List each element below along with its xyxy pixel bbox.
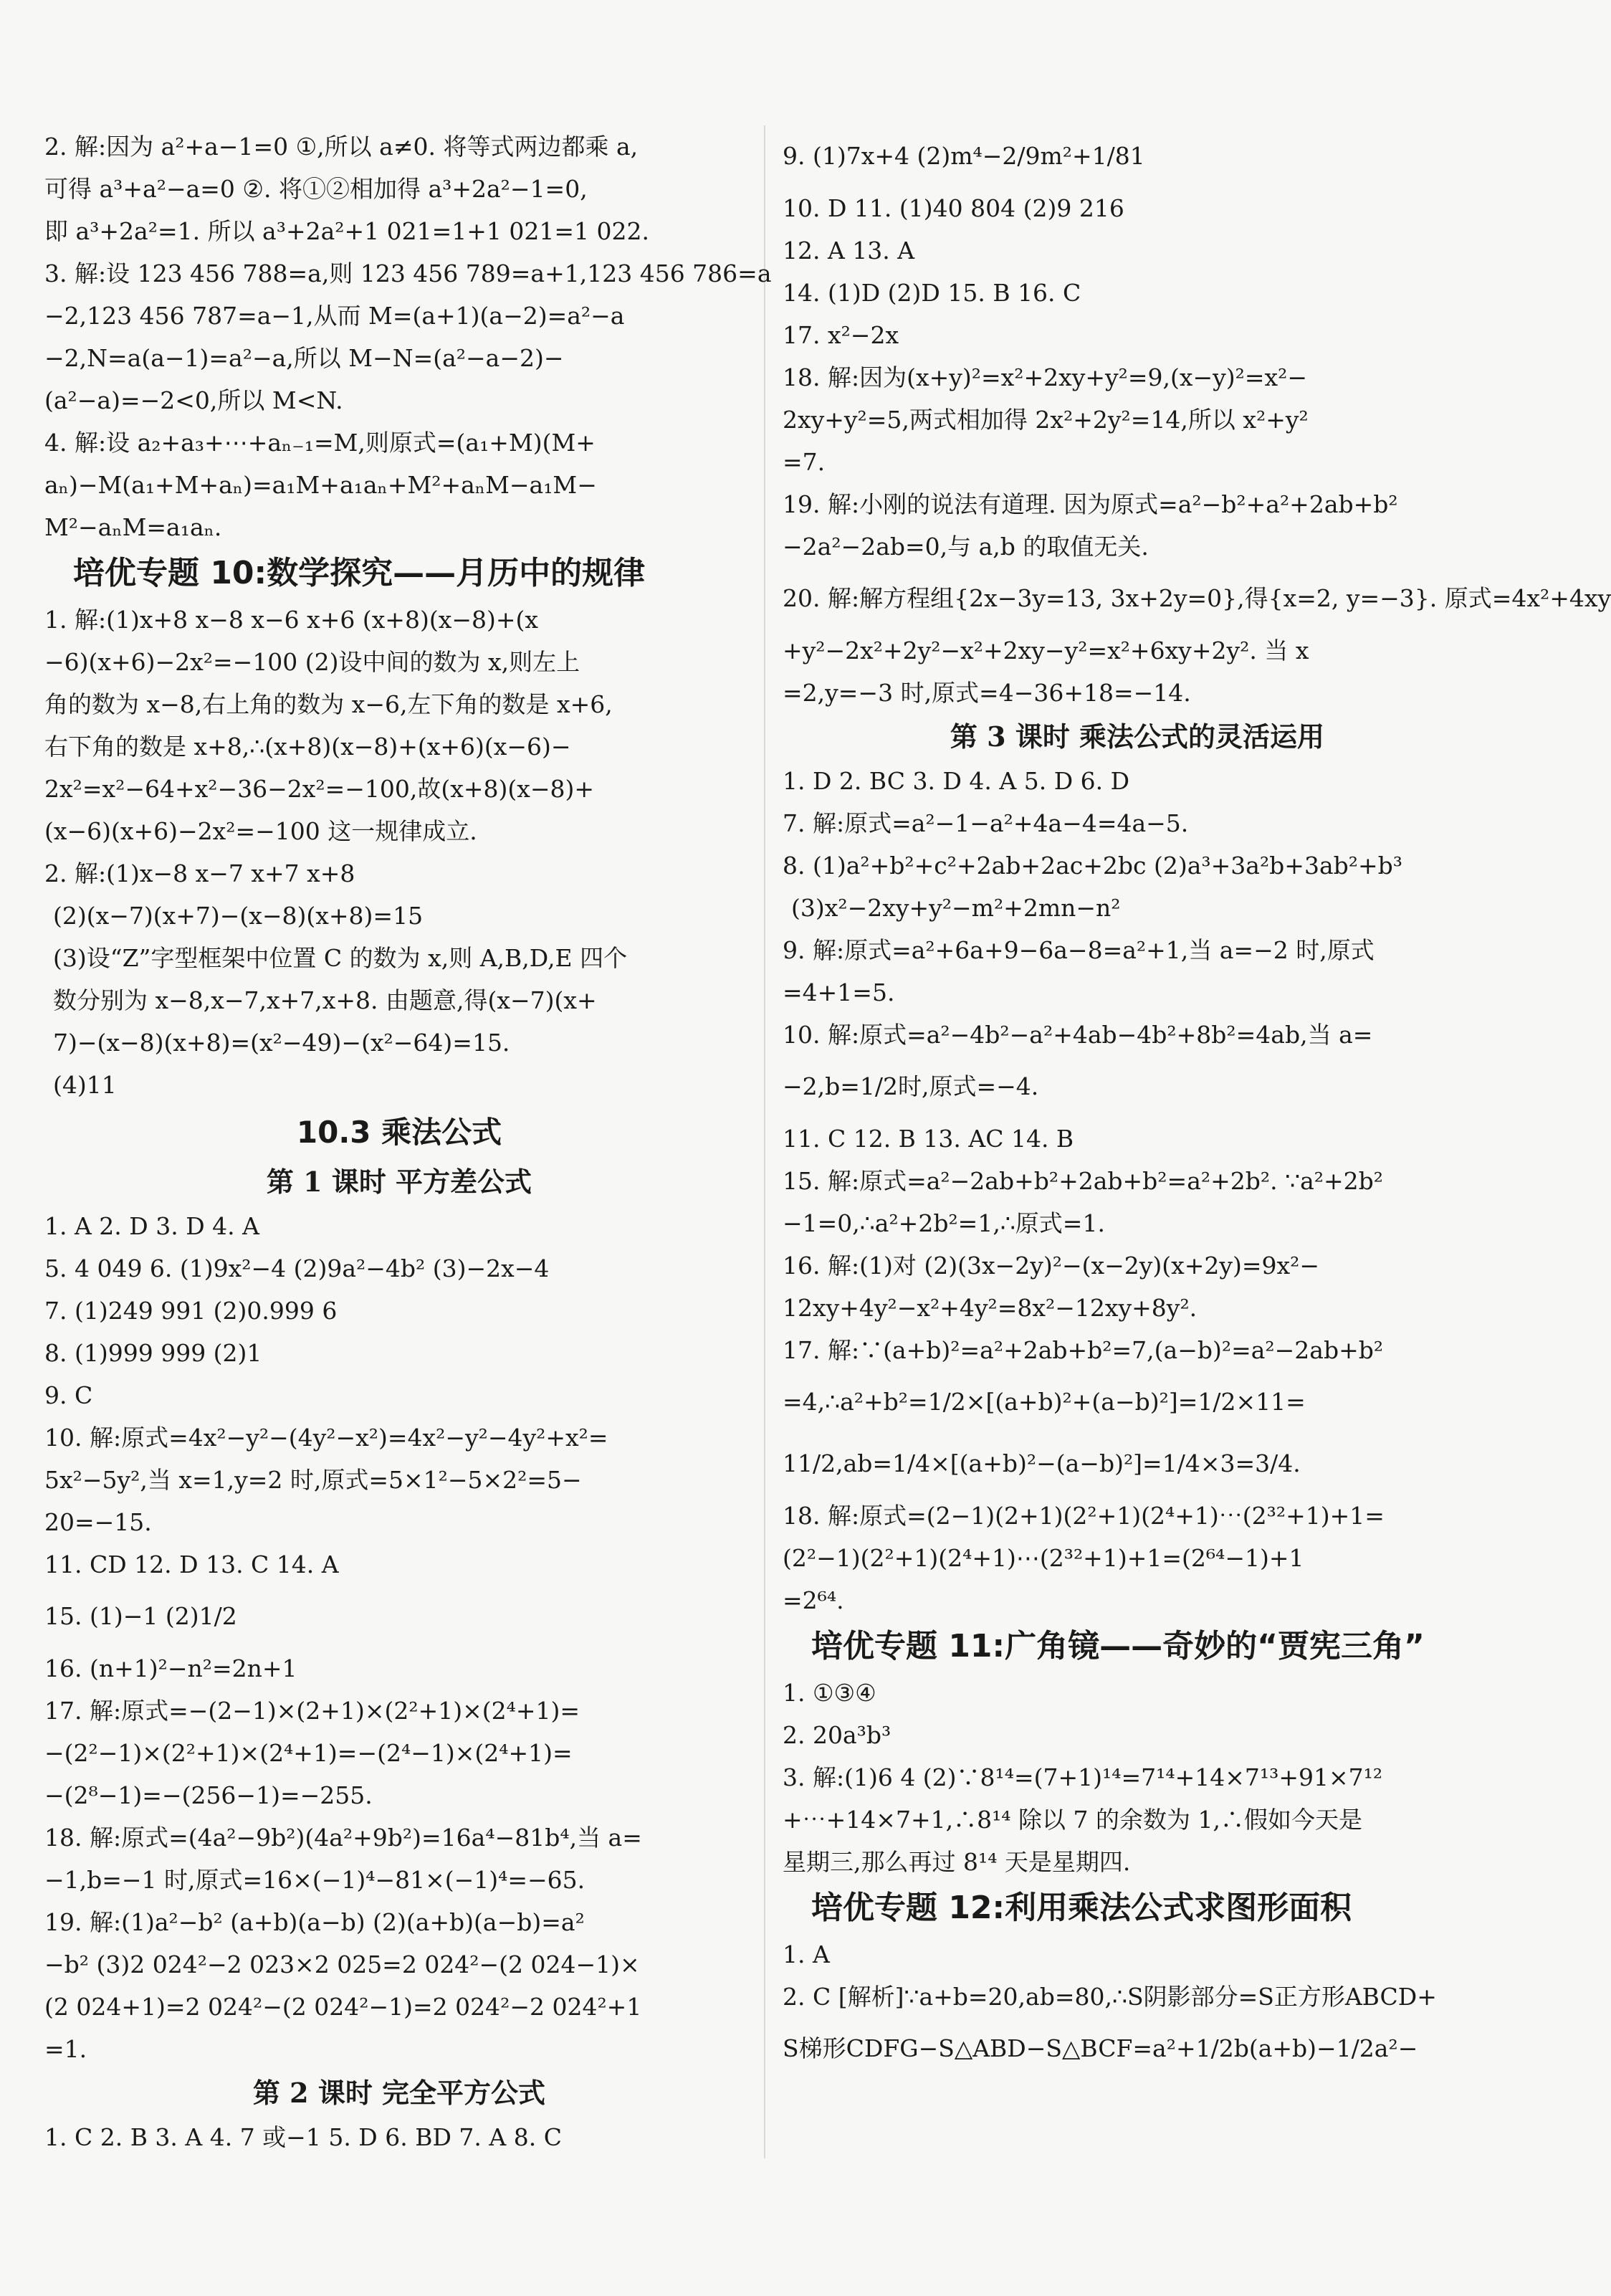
answer-line: 5x²−5y²,当 x=1,y=2 时,原式=5×1²−5×2²=5− (44, 1466, 582, 1494)
left-column (44, 125, 772, 2158)
answer-line: (x−6)(x+6)−2x²=−100 这一规律成立. (44, 817, 477, 845)
answer-line: (3)x²−2xy+y²−m²+2mn−n² (791, 894, 1121, 922)
answer-line: 2. 解:(1)x−8 x−7 x+7 x+8 (44, 859, 355, 887)
answer-line: 1. A 2. D 3. D 4. A (44, 1212, 259, 1240)
answer-line: −1,b=−1 时,原式=16×(−1)⁴−81×(−1)⁴=−65. (44, 1866, 585, 1894)
answer-line: 9. C (44, 1381, 93, 1409)
answer-line: −(2²−1)×(2²+1)×(2⁴+1)=−(2⁴−1)×(2⁴+1)= (44, 1739, 573, 1767)
lesson-heading: 第 2 课时 完全平方公式 (252, 2077, 546, 2109)
answer-line: 数分别为 x−8,x−7,x+7,x+8. 由题意,得(x−7)(x+ (53, 986, 597, 1014)
answer-line: 20=−15. (44, 1508, 152, 1536)
answer-line: 星期三,那么再过 8¹⁴ 天是星期四. (783, 1848, 1131, 1876)
answer-line: 1. ①③④ (783, 1679, 876, 1707)
answer-line: (4)11 (53, 1071, 117, 1099)
answer-line: 19. 解:小刚的说法有道理. 因为原式=a²−b²+a²+2ab+b² (783, 490, 1398, 518)
answer-line: 7. 解:原式=a²−1−a²+4a−4=4a−5. (783, 809, 1189, 837)
answer-line: 角的数为 x−8,右上角的数为 x−6,左下角的数是 x+6, (44, 690, 613, 718)
answer-line: 12xy+4y²−x²+4y²=8x²−12xy+8y². (783, 1294, 1198, 1322)
answer-line: 即 a³+2a²=1. 所以 a³+2a²+1 021=1+1 021=1 022. (44, 217, 650, 245)
answer-line: 19. 解:(1)a²−b² (a+b)(a−b) (2)(a+b)(a−b)=a² (44, 1908, 585, 1936)
answer-line: (2²−1)(2²+1)(2⁴+1)⋯(2³²+1)+1=(2⁶⁴−1)+1 (783, 1544, 1304, 1572)
topic-heading: 培优专题 12:利用乘法公式求图形面积 (811, 1890, 1352, 1926)
answer-line: (2)(x−7)(x+7)−(x−8)(x+8)=15 (53, 902, 424, 930)
lesson-heading: 第 1 课时 平方差公式 (266, 1166, 532, 1198)
answer-line: 11. C 12. B 13. AC 14. B (783, 1125, 1074, 1153)
answer-line: 9. (1)7x+4 (2)m⁴−2/9m²+1/81 (783, 142, 1145, 170)
answer-line: =2⁶⁴. (783, 1586, 844, 1614)
answer-line: −6)(x+6)−2x²=−100 (2)设中间的数为 x,则左上 (44, 648, 580, 676)
answer-line: 10. 解:原式=a²−4b²−a²+4ab−4b²+8b²=4ab,当 a= (783, 1021, 1373, 1049)
section-heading: 10.3 乘法公式 (296, 1115, 502, 1150)
answer-line: 15. 解:原式=a²−2ab+b²+2ab+b²=a²+2b². ∵a²+2b² (783, 1167, 1383, 1195)
answer-line: 11/2,ab=1/4×[(a+b)²−(a−b)²]=1/4×3=3/4. (783, 1449, 1301, 1477)
answer-line: 18. 解:原式=(4a²−9b²)(4a²+9b²)=16a⁴−81b⁴,当 a= (44, 1824, 642, 1852)
topic-heading: 培优专题 11:广角镜——奇妙的“贾宪三角” (811, 1628, 1425, 1664)
answer-line: =4+1=5. (783, 978, 895, 1006)
answer-line: 17. 解:原式=−(2−1)×(2+1)×(2²+1)×(2⁴+1)= (44, 1697, 580, 1725)
answer-line: 10. D 11. (1)40 804 (2)9 216 (783, 194, 1124, 222)
answer-line: 1. D 2. BC 3. D 4. A 5. D 6. D (783, 767, 1130, 795)
answer-line: +⋯+14×7+1,∴8¹⁴ 除以 7 的余数为 1,∴假如今天是 (783, 1806, 1362, 1834)
answer-line: 2. 20a³b³ (783, 1721, 891, 1749)
right-column (783, 125, 1611, 2080)
answer-line: 2x²=x²−64+x²−36−2x²=−100,故(x+8)(x−8)+ (44, 775, 595, 803)
answer-line: 1. A (783, 1940, 830, 1968)
answer-line: −(2⁸−1)=−(256−1)=−255. (44, 1781, 373, 1809)
answer-line: 可得 a³+a²−a=0 ②. 将①②相加得 a³+2a²−1=0, (44, 175, 588, 203)
answer-line: 17. x²−2x (783, 321, 899, 349)
answer-line: (2 024+1)=2 024²−(2 024²−1)=2 024²−2 024²+1 (44, 1993, 642, 2021)
answer-line: 16. (n+1)²−n²=2n+1 (44, 1654, 297, 1682)
answer-line: 7)−(x−8)(x+8)=(x²−49)−(x²−64)=15. (53, 1029, 510, 1057)
answer-line: 8. (1)999 999 (2)1 (44, 1339, 262, 1367)
answer-line: 12. A 13. A (783, 237, 915, 265)
answer-line: aₙ)−M(a₁+M+aₙ)=a₁M+a₁aₙ+M²+aₙM−a₁M− (44, 471, 597, 499)
answer-line: 8. (1)a²+b²+c²+2ab+2ac+2bc (2)a³+3a²b+3ab²+b³ (783, 852, 1402, 880)
answer-line: 2. 解:因为 a²+a−1=0 ①,所以 a≠0. 将等式两边都乘 a, (44, 133, 639, 161)
answer-line: −2,N=a(a−1)=a²−a,所以 M−N=(a²−a−2)− (44, 344, 564, 372)
answer-line: 15. (1)−1 (2)1/2 (44, 1602, 237, 1630)
answer-line: 20. 解:解方程组{2x−3y=13, 3x+2y=0},得{x=2, y=−3}. 原式=4x²+4xy (783, 584, 1611, 612)
answer-line: −2,123 456 787=a−1,从而 M=(a+1)(a−2)=a²−a (44, 302, 625, 330)
answer-line: 1. C 2. B 3. A 4. 7 或−1 5. D 6. BD 7. A 8. C (44, 2123, 562, 2151)
answer-line: =1. (44, 2035, 87, 2063)
answer-line: S梯形CDFG−S△ABD−S△BCF=a²+1/2b(a+b)−1/2a²− (783, 2034, 1418, 2062)
answer-line: (3)设“Z”字型框架中位置 C 的数为 x,则 A,B,D,E 四个 (53, 944, 628, 972)
answer-line: 10. 解:原式=4x²−y²−(4y²−x²)=4x²−y²−4y²+x²= (44, 1424, 608, 1452)
answer-line: 14. (1)D (2)D 15. B 16. C (783, 279, 1081, 307)
answer-line: M²−aₙM=a₁aₙ. (44, 513, 222, 541)
answer-line: −b² (3)2 024²−2 023×2 025=2 024²−(2 024−1)× (44, 1950, 640, 1978)
answer-line: −2a²−2ab=0,与 a,b 的取值无关. (783, 533, 1149, 561)
answer-line: −1=0,∴a²+2b²=1,∴原式=1. (783, 1209, 1105, 1237)
answer-line: 2. C [解析]∵a+b=20,ab=80,∴S阴影部分=S正方形ABCD+ (783, 1983, 1437, 2011)
answer-line: −2,b=1/2时,原式=−4. (783, 1072, 1039, 1100)
answer-line: 5. 4 049 6. (1)9x²−4 (2)9a²−4b² (3)−2x−4 (44, 1254, 550, 1282)
answer-line: 3. 解:(1)6 4 (2)∵8¹⁴=(7+1)¹⁴=7¹⁴+14×7¹³+91×7¹² (783, 1763, 1383, 1791)
answer-line: +y²−2x²+2y²−x²+2xy−y²=x²+6xy+2y². 当 x (783, 637, 1309, 664)
answer-line: 18. 解:原式=(2−1)(2+1)(2²+1)(2⁴+1)⋯(2³²+1)+1= (783, 1502, 1385, 1530)
answer-line: 16. 解:(1)对 (2)(3x−2y)²−(x−2y)(x+2y)=9x²− (783, 1252, 1320, 1280)
topic-heading: 培优专题 10:数学探究——月历中的规律 (73, 555, 646, 591)
answer-line: 3. 解:设 123 456 788=a,则 123 456 789=a+1,123 456 786=a (44, 259, 772, 287)
answer-line: 11. CD 12. D 13. C 14. A (44, 1550, 339, 1578)
answer-line: (a²−a)=−2<0,所以 M<N. (44, 386, 343, 414)
answer-line: 9. 解:原式=a²+6a+9−6a−8=a²+1,当 a=−2 时,原式 (783, 936, 1375, 964)
answer-line: 17. 解:∵(a+b)²=a²+2ab+b²=7,(a−b)²=a²−2ab+b² (783, 1336, 1384, 1364)
answer-line: 右下角的数是 x+8,∴(x+8)(x−8)+(x+6)(x−6)− (44, 733, 571, 761)
answer-line: =7. (783, 448, 826, 476)
answer-line: 2xy+y²=5,两式相加得 2x²+2y²=14,所以 x²+y² (783, 406, 1309, 434)
answer-line: 18. 解:因为(x+y)²=x²+2xy+y²=9,(x−y)²=x²− (783, 363, 1308, 391)
answer-line: 4. 解:设 a₂+a₃+⋯+aₙ₋₁=M,则原式=(a₁+M)(M+ (44, 429, 596, 457)
lesson-heading: 第 3 课时 乘法公式的灵活运用 (950, 720, 1325, 753)
answer-line: =4,∴a²+b²=1/2×[(a+b)²+(a−b)²]=1/2×11= (783, 1388, 1306, 1416)
answer-line: 1. 解:(1)x+8 x−8 x−6 x+6 (x+8)(x−8)+(x (44, 606, 538, 634)
answer-line: 7. (1)249 991 (2)0.999 6 (44, 1297, 338, 1325)
answer-line: =2,y=−3 时,原式=4−36+18=−14. (783, 679, 1191, 707)
